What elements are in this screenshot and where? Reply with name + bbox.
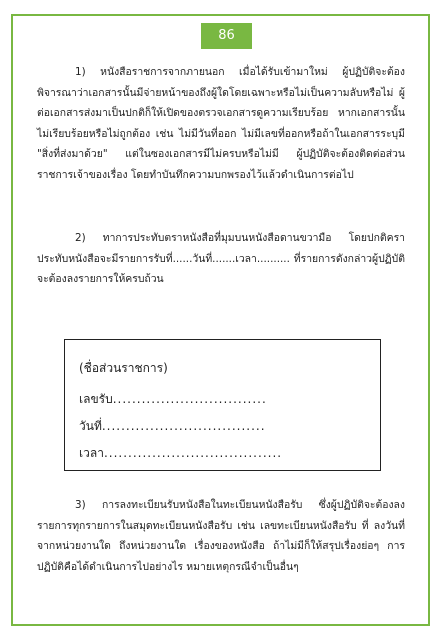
receipt-number-label: เลขรับ — [79, 392, 113, 406]
page-number: 86 — [201, 23, 252, 49]
date-dots: .................................. — [101, 419, 266, 433]
paragraph-1-text: 1) หนังสือราชการจากภายนอก เมื่อได้รับเข้ามาใหม่ ผู้ปฏิบัติจะต้องพิจารณาว่าเอกสารนั้นมีจ่ายหน้าของถึงผู้ใดโดยเฉพาะหรือไม่เป็นความลับหรือไม่ ผู้ต่อเอกสารส่งมาเป็นปกติก็ให้เปิดของตรวจเอกสารดูความเรียบร้อย หากเอกสารนั้นไม่เรียบร้อยหรือไม่ถูกต้อง เช่น ไม่มีวันที่ออก ไม่มีเลขที่ออกหรือถ้าในเอกสารระบุมี "สิ่งที่ส่งมาด้วย" แต่ในซองเอกสารมีไม่ครบหรือไม่มี ผู้ปฏิบัติจะต้องติดต่อส่วนราชการเจ้าของเรื่อง โดยทำบันทึกความบกพรองไว้แล้วดำเนินการต่อไป — [37, 66, 405, 181]
time-label: เวลา — [79, 446, 104, 460]
paragraph-1 — [37, 62, 405, 185]
time-dots: ..................................... — [103, 446, 283, 460]
date-label: วันที่ — [79, 419, 102, 433]
agency-label: (ชื่อส่วนราชการ) — [79, 361, 168, 375]
paragraph-3 — [37, 495, 405, 577]
date-line — [79, 417, 266, 435]
paragraph-2-text: 2) ทาการประทับตราหนังสือที่มุมบนหนังสือดานขวามือ โดยปกติคราประทับหนังสือจะมีรายการรับที่......วันที่.......เวลา.......... ที่รายการดังกล่าวผู้ปฏิบัติจะต้องลงรายการให้ครบถ้วน — [37, 232, 405, 285]
paragraph-3-text: 3) การลงทะเบียนรับหนังสือในทะเบียนหนังสือรับ ซึ่งผู้ปฏิบัติจะต้องลงรายการทุกรายการในสมุดทะเบียนหนังสือรับ เช่น เลขทะเบียนหนังสือรับ ที่ ลงวันที่ จากหน่วยงานใด ถึงหน่วยงานใด เรื่องของหนังสือ ถ้าไม่มีก็ให้สรุปเรื่องย่อๆ การปฏิบัติคือได้ดำเนินการไปอย่างไร หมายเหตุกรณีจำเป็นอื่นๆ — [37, 499, 405, 573]
agency-line — [79, 359, 168, 377]
receipt-number-line — [79, 390, 267, 408]
time-line — [79, 444, 282, 462]
receipt-number-dots: ................................ — [112, 392, 267, 406]
receipt-stamp-box — [64, 339, 381, 471]
paragraph-2 — [37, 228, 405, 290]
